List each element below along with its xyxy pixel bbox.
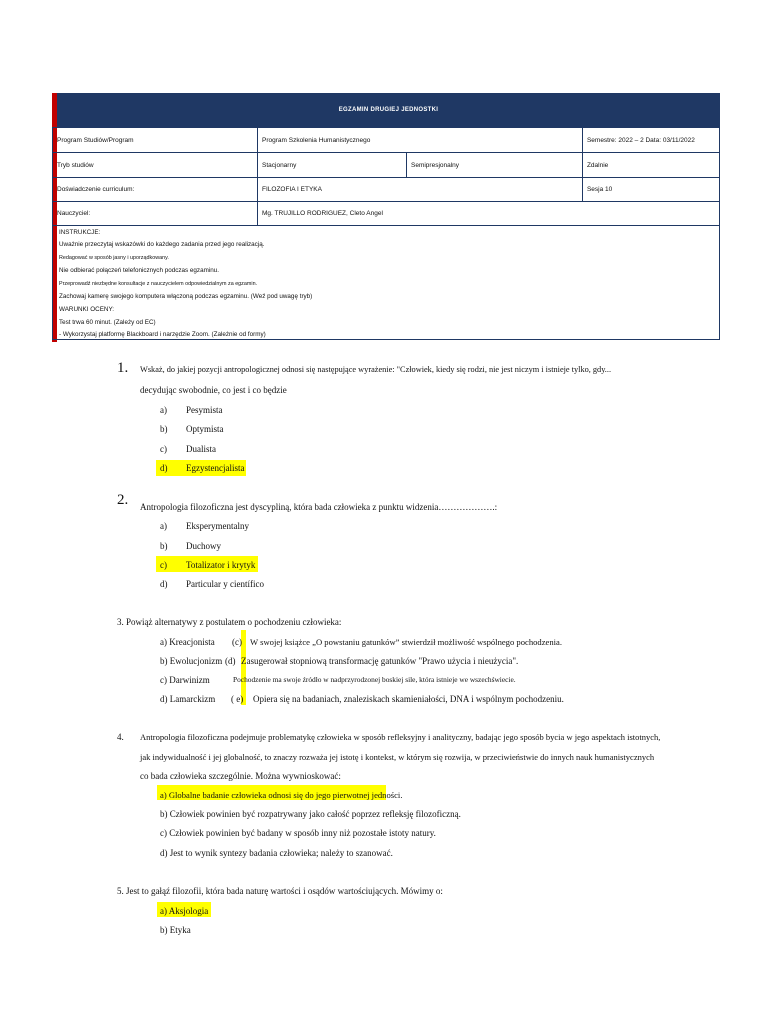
exam-title: EGZAMIN DRUGIEJ JEDNOSTKI <box>338 107 439 113</box>
instruction-line: Test trwa 60 minut. (Zależy od EC) <box>59 319 156 326</box>
study-mode-stationary: Stacjonarny <box>258 153 407 178</box>
question-text: decydując swobodnie, co jest i co będzie <box>140 385 287 395</box>
option-text: d) Jest to wynik syntezy badania człowieka; należy to szanować. <box>160 848 393 858</box>
instruction-line: - Wykorzystaj platformę Blackboard i narzędzie Zoom. (Zależnie od formy) <box>59 331 266 338</box>
study-mode-label: Tryb studiów <box>53 153 258 178</box>
selected-answer-text: a) Aksjologia <box>160 906 209 916</box>
curriculum-value: FILOZOFIA I ETYKA <box>258 178 583 202</box>
option-text: Dualista <box>186 444 216 454</box>
option-text: b) Etyka <box>160 925 191 935</box>
question-text: Antropologia filozoficzna jest dyscypliną, która bada człowieka z punktu widzenia……………….: <box>140 502 498 512</box>
question-number: 2. <box>117 492 129 508</box>
option-text: b) Człowiek powinien być rozpatrywany jako całość poprzez refleksję filozoficzną. <box>160 809 461 819</box>
selected-answer-text: Totalizator i krytyk <box>186 560 256 570</box>
option-letter: d) <box>160 463 168 473</box>
instruction-line: Uważnie przeczytaj wskazówki do każdego zadania przed jego realizacją. <box>59 241 265 248</box>
study-mode-remote: Zdalnie <box>582 153 719 178</box>
option-letter: a) <box>160 405 167 415</box>
curriculum-label: Doświadczenie curriculum: <box>53 178 258 202</box>
option-letter: c) <box>160 444 167 454</box>
instructions-box <box>52 225 720 340</box>
option-text: Eksperymentalny <box>186 521 249 531</box>
selected-answer-text: Egzystencjalista <box>186 463 245 473</box>
option-text: Particular y científico <box>186 579 264 589</box>
question-text: 5. Jest to gałąź filozofii, która bada naturę wartości i osądów wartościujących. Mówimy o: <box>117 886 443 896</box>
instructions-heading: INSTRUKCJE: <box>59 229 101 236</box>
match-left: a) Kreacjonista <box>160 637 215 647</box>
match-right: Zasugerował stopniową transformację gatunków "Prawo użycia i nieużycia". <box>241 656 519 666</box>
question-text: Wskaż, do jakiej pozycji antropologicznej odnosi się następujące wyrażenie: "Człowiek, kiedy się rodzi, nie jest niczym i istnieje tylko, gdy... <box>140 365 612 374</box>
session-value: Sesja 10 <box>582 178 719 202</box>
selected-answer-text: a) Globalne badanie człowieka odnosi się do jego pierwotnej jedności. <box>160 790 403 800</box>
match-answer: (d) <box>225 656 236 666</box>
match-left: c) Darwinizm <box>160 675 210 685</box>
instruction-line: Redagować w sposób jasny i uporządkowany. <box>59 255 169 261</box>
option-letter: a) <box>160 521 167 531</box>
match-left: d) Lamarckizm <box>160 694 216 704</box>
option-text: Optymista <box>186 424 224 434</box>
teacher-label: Nauczyciel: <box>53 202 258 226</box>
option-text: Duchowy <box>186 541 221 551</box>
question-text: 3. Powiąż alternatywy z postulatem o pochodzeniu człowieka: <box>117 617 342 627</box>
match-right: Pochodzenie ma swoje źródło w nadprzyrodzonej boskiej sile, która istnieje we wszechświecie. <box>233 675 516 684</box>
instruction-line: Zachowaj kamerę swojego komputera włączoną podczas egzaminu. (Weź pod uwagę tryb) <box>59 293 313 300</box>
match-left: b) Ewolucjonizm <box>160 656 223 666</box>
match-answer: ( e) <box>231 694 244 704</box>
study-mode-semipresential: Semipresjonalny <box>407 153 583 178</box>
instruction-line: Nie odbierać połączeń telefonicznych podczas egzaminu. <box>59 267 219 274</box>
question-text: jak indywidualność i jej globalność, to znaczy rozważa jej istotę i kontekst, w którym się rozwija, w przeciwieństwie do innych nauk humanistycznych <box>140 752 655 762</box>
match-answer: (c) <box>232 637 242 647</box>
question-text: Antropologia filozoficzna podejmuje problematykę człowieka w sposób refleksyjny i analityczny, badając jego sposób bycia w jego aspektach istotnych, <box>140 732 661 742</box>
program-label: Program Studiów/Program <box>53 128 258 153</box>
instruction-line: Przeprowadź niezbędne konsultacje z nauczycielem odpowiedzialnym za egzamin. <box>59 281 258 287</box>
match-right: Opiera się na badaniach, znaleziskach skamieniałości, DNA i wspólnym pochodzeniu. <box>253 694 564 704</box>
grading-heading: WARUNKI OCENY: <box>59 306 115 313</box>
question-number: 1. <box>117 360 129 376</box>
question-text: co bada człowieka szczególnie. Można wywnioskować: <box>140 771 341 781</box>
teacher-value: Mg. TRUJILLO RODRIGUEZ, Cleto Angel <box>258 202 720 226</box>
option-letter: b) <box>160 541 168 551</box>
option-text: c) Człowiek powinien być badany w sposób inny niż pozostałe istoty natury. <box>160 828 436 838</box>
course-info-table <box>52 127 720 226</box>
option-letter: d) <box>160 579 168 589</box>
option-letter: c) <box>160 560 167 570</box>
program-value: Program Szkolenia Humanistycznego <box>258 128 583 153</box>
semester-date: Semestre: 2022 – 2 Data: 03/11/2022 <box>582 128 719 153</box>
option-text: Pesymista <box>186 405 223 415</box>
option-letter: b) <box>160 424 168 434</box>
question-number: 4. <box>117 732 124 742</box>
match-right: W swojej książce „O powstaniu gatunków” stwierdził możliwość wspólnego pochodzenia. <box>250 637 563 647</box>
